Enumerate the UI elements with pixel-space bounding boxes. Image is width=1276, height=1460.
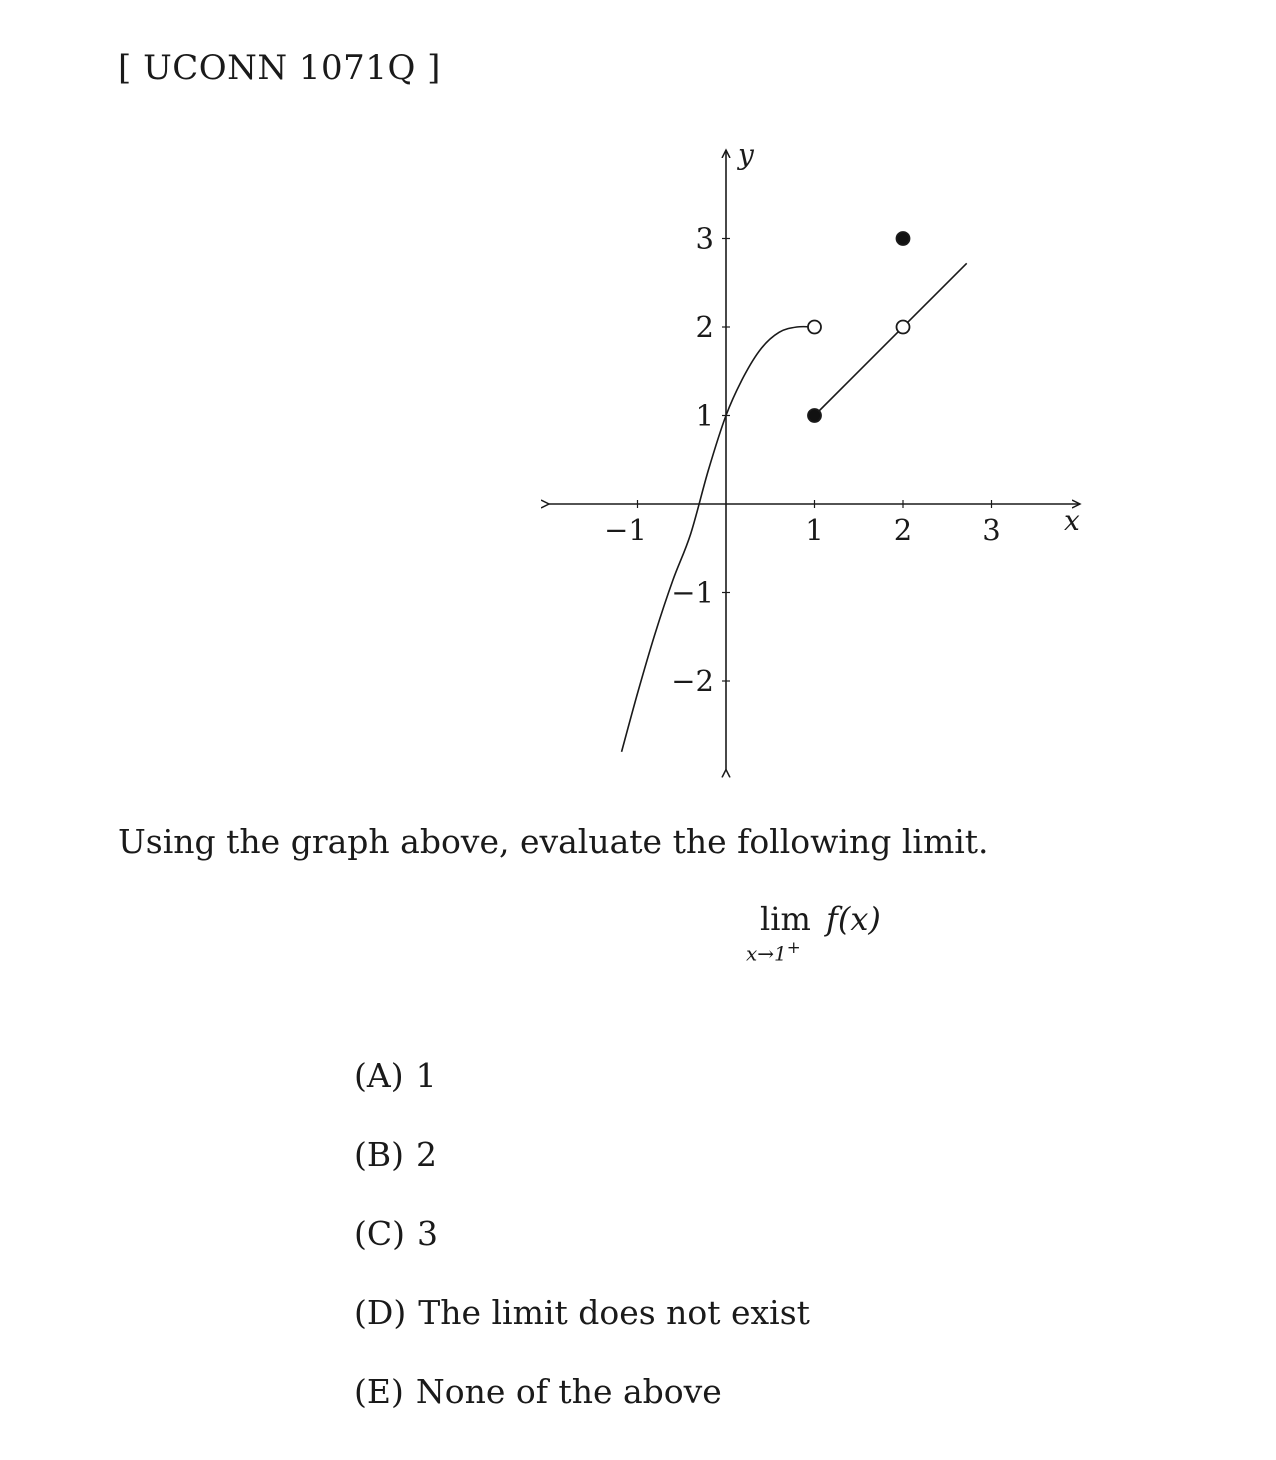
option-d[interactable] (354, 1291, 810, 1370)
graph-series-line (622, 327, 815, 752)
y-axis-label: y (738, 138, 754, 171)
y-tick-label: −1 (671, 575, 714, 610)
option-e[interactable] (354, 1370, 810, 1449)
limit-expression (746, 898, 906, 968)
option-letter: (A) (354, 1056, 404, 1095)
y-tick-label: 1 (695, 398, 714, 433)
y-tick-label: −2 (671, 664, 714, 698)
y-tick-label: 2 (695, 310, 714, 344)
option-letter: (C) (354, 1214, 405, 1253)
option-text: The limit does not exist (418, 1293, 810, 1332)
y-tick-label: 3 (695, 221, 714, 256)
question-prompt: Using the graph above, evaluate the following limit. (118, 822, 989, 861)
limit-operator: lim (760, 900, 811, 938)
option-text: None of the above (415, 1372, 722, 1411)
limit-subscript-text: x→1 (746, 941, 787, 966)
option-text: 2 (416, 1135, 437, 1174)
option-c[interactable] (354, 1212, 810, 1291)
graph-series-line (815, 263, 967, 415)
course-tag: [ UCONN 1071Q ] (118, 48, 441, 88)
x-axis-label: x (1064, 504, 1080, 537)
open-point (897, 321, 910, 334)
option-letter: (B) (354, 1135, 404, 1174)
x-tick-label: 2 (893, 513, 913, 547)
x-tick-label: 1 (805, 513, 824, 547)
answer-options (354, 1054, 810, 1449)
filled-point (808, 409, 821, 422)
option-a[interactable] (354, 1054, 810, 1133)
limit-subscript (746, 938, 801, 966)
limit-function: f(x) (826, 900, 881, 938)
option-letter: (E) (354, 1372, 404, 1411)
option-text: 3 (417, 1214, 438, 1253)
option-text: 1 (415, 1056, 437, 1095)
x-tick-label: 3 (982, 513, 1001, 547)
limit-direction: + (786, 938, 801, 957)
open-point (808, 321, 821, 334)
option-letter: (D) (354, 1293, 407, 1332)
option-b[interactable] (354, 1133, 810, 1212)
filled-point (897, 232, 910, 245)
x-tick-label: −1 (604, 513, 647, 547)
